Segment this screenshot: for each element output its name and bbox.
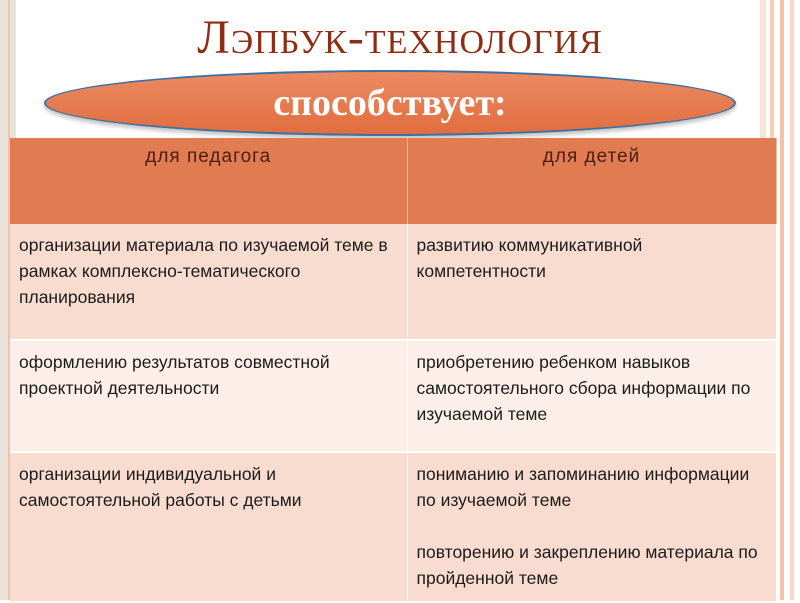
cell-children (407, 340, 776, 452)
cell-teacher: оформлению результатов совместной проектной деятельности (10, 340, 407, 452)
cell-children-text: приобретению ребенком навыков самостоятельного сбора информации по изучаемой теме (416, 352, 751, 424)
subtitle-text: способствует: (273, 82, 507, 124)
paragraph-gap (417, 513, 770, 539)
cell-children (407, 452, 776, 602)
cell-children-text: пониманию и запоминанию информации по изучаемой теме (416, 464, 750, 510)
table-row (10, 224, 776, 340)
cell-teacher: организации материала по изучаемой теме в рамках комплексно-тематического планирования (10, 224, 407, 340)
table-row (10, 452, 776, 602)
cell-children-text: развитию коммуникативной компетентности (416, 235, 643, 281)
comparison-table (10, 138, 777, 603)
header-teacher: для педагога (10, 138, 407, 224)
subtitle-oval (44, 70, 736, 136)
cell-children (407, 224, 776, 340)
table-row (10, 340, 776, 452)
table-header-row (10, 138, 776, 224)
cell-teacher: организации индивидуальной и самостоятельной работы с детьми (10, 452, 407, 602)
cell-children-text: повторению и закреплению материала по пройденной теме (416, 542, 758, 588)
page-title: Лэпбук-технология (197, 11, 603, 64)
header-children: для детей (407, 138, 776, 224)
